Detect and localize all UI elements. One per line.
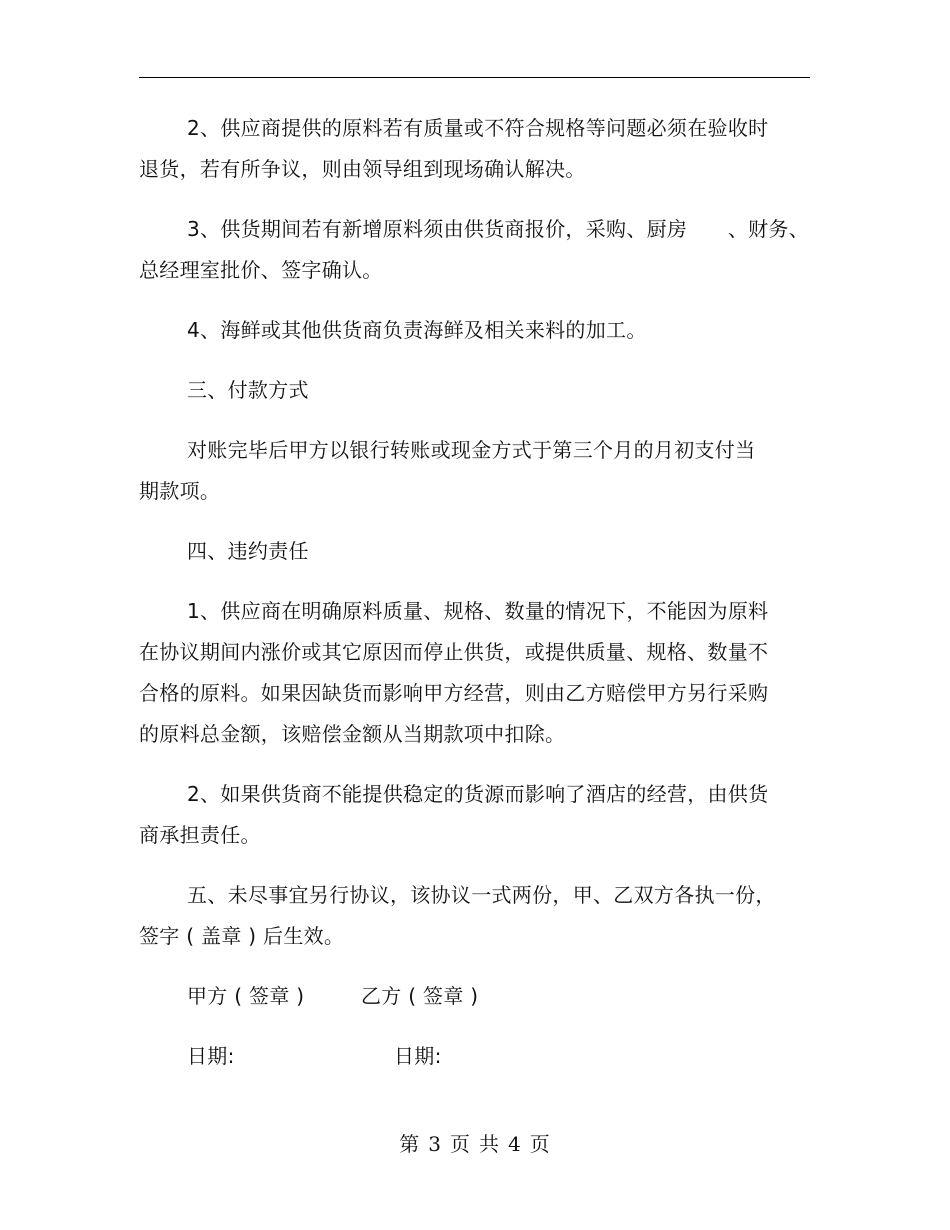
page-number: 3 [428,1132,442,1156]
text-line: 4、海鲜或其他供货商负责海鲜及相关来料的加工。 [187,318,647,342]
signature-row [139,976,810,1017]
text-line: 2、供应商提供的原料若有质量或不符合规格等问题必须在验收时 [187,116,769,140]
text-line: 三、付款方式 [187,378,309,402]
document-body [139,108,810,1096]
paragraph [139,591,810,755]
text-line: 总经理室批价、签字确认。 [139,258,383,282]
party-a-date-label: 日期: [187,1044,235,1068]
paragraph [139,209,810,291]
page-footer [0,1128,950,1157]
text-line: 四、违约责任 [187,539,309,563]
section-heading [139,370,810,411]
paragraph [139,108,810,190]
text-line: 商承担责任。 [139,823,261,847]
text-line: 2、如果供货商不能提供稳定的货源而影响了酒店的经营，由供货 [187,782,769,806]
text-line: 3、供货期间若有新增原料须由供货商报价，采购、厨房 、财务、 [187,217,810,241]
text-line: 期款项。 [139,479,221,503]
text-line: 对账完毕后甲方以银行转账或现金方式于第三个月的月初支付当 [187,438,756,462]
text-line: 签字 ( 盖章 ) 后生效。 [139,924,345,948]
header-rule [139,77,810,78]
total-unit: 页 [529,1132,551,1156]
page-label: 第 [399,1132,421,1156]
paragraph [139,774,810,856]
text-line: 的原料总金额，该赔偿金额从当期款项中扣除。 [139,722,566,746]
total-pages: 4 [508,1132,522,1156]
date-row [139,1036,810,1077]
text-line: 1、供应商在明确原料质量、规格、数量的情况下，不能因为原料 [187,599,769,623]
paragraph [139,310,810,351]
text-line: 五、未尽事宜另行协议，该协议一式两份，甲、乙双方各执一份， [187,883,776,907]
party-a-signature-label: 甲方 ( 签章 ) [187,984,305,1008]
text-line: 在协议期间内涨价或其它原因而停止供货，或提供质量、规格、数量不 [139,640,769,664]
page-unit: 页 [450,1132,471,1156]
party-b-signature-label: 乙方 ( 签章 ) [361,984,479,1008]
paragraph [139,875,810,957]
paragraph [139,430,810,512]
party-b-date-label: 日期: [394,1044,442,1068]
text-line: 合格的原料。如果因缺货而影响甲方经营，则由乙方赔偿甲方另行采购 [139,681,769,705]
text-line: 退货，若有所争议，则由领导组到现场确认解决。 [139,157,586,181]
section-heading [139,531,810,572]
total-label: 共 [479,1132,500,1156]
